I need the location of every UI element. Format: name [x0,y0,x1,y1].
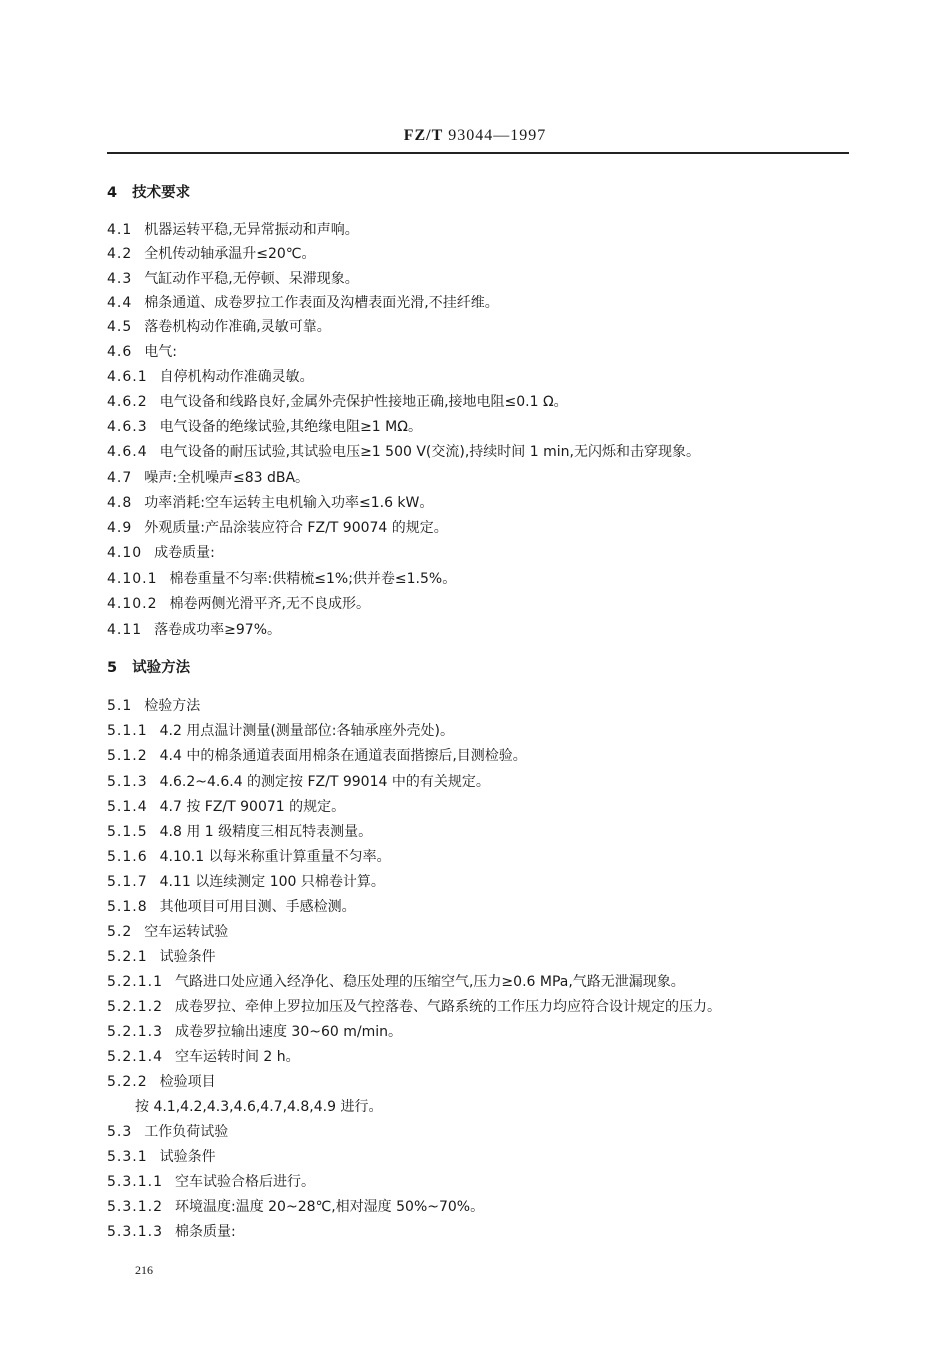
clause-number: 5.1.7 [107,874,148,890]
clause-text: 气路进口处应通入经净化、稳压处理的压缩空气,压力≥0.6 MPa,气路无泄漏现象。 [174,974,685,990]
clause-5-1-2 [107,747,527,765]
clause-text: 落卷成功率≥97%。 [154,622,282,638]
clause-text: 成卷罗拉、牵伸上罗拉加压及气控落卷、气路系统的工作压力均应符合设计规定的压力。 [174,999,721,1015]
section-number: 5 [107,660,119,676]
clause-text: 空车试验合格后进行。 [174,1174,315,1190]
clause-number: 5.3.1.3 [107,1224,163,1240]
clause-5-2-2-body [135,1098,382,1116]
clause-number: 5.1 [107,698,133,714]
clause-4-6-3 [107,418,422,436]
clause-4-11 [107,621,281,639]
clause-number: 4.2 [107,246,133,262]
clause-text: 4.7 按 FZ/T 90071 的规定。 [159,799,346,815]
clause-number: 5.3.1.1 [107,1174,163,1190]
clause-text: 电气: [144,344,177,360]
clause-text: 棉卷重量不匀率:供精梳≤1%;供并卷≤1.5%。 [169,571,457,587]
clause-4-10-1 [107,570,456,588]
clause-text: 检验项目 [159,1074,216,1090]
clause-text: 棉条质量: [174,1224,236,1240]
clause-number: 4.1 [107,222,133,238]
clause-number: 5.2.1.1 [107,974,163,990]
clause-4-8 [107,494,433,512]
clause-number: 4.4 [107,295,133,311]
clause-number: 5.3.1 [107,1149,148,1165]
clause-5-3-1-2 [107,1198,484,1216]
clause-text: 检验方法 [144,698,201,714]
clause-number: 5.2 [107,924,133,940]
section-title: 技术要求 [132,185,191,201]
clause-4-9 [107,519,448,537]
section-5-heading [107,659,190,677]
clause-5-1 [107,697,200,715]
clause-number: 5.3 [107,1124,133,1140]
clause-number: 5.2.1.3 [107,1024,163,1040]
clause-number: 4.10.2 [107,596,158,612]
clause-number: 4.6.1 [107,369,148,385]
clause-5-3-1 [107,1148,216,1166]
clause-5-1-5 [107,823,372,841]
clause-number: 4.6 [107,344,133,360]
clause-text: 4.11 以连续测定 100 只棉卷计算。 [159,874,385,890]
clause-5-2-1-1 [107,973,685,991]
clause-text: 全机传动轴承温升≤20℃。 [144,246,316,262]
section-title: 试验方法 [132,660,191,676]
clause-4-4 [107,294,499,312]
clause-text: 4.4 中的棉条通道表面用棉条在通道表面揩擦后,目测检验。 [159,748,527,764]
clause-5-1-4 [107,798,345,816]
clause-text: 外观质量:产品涂装应符合 FZ/T 90074 的规定。 [144,520,448,536]
clause-4-6-4 [107,443,700,461]
clause-number: 5.2.1 [107,949,148,965]
clause-text: 4.6.2~4.6.4 的测定按 FZ/T 99014 中的有关规定。 [159,774,490,790]
clause-5-2-1-2 [107,998,721,1016]
clause-number: 4.8 [107,495,133,511]
clause-text: 气缸动作平稳,无停顿、呆滞现象。 [144,271,359,287]
clause-text: 落卷机构动作准确,灵敏可靠。 [144,319,331,335]
clause-number: 4.11 [107,622,143,638]
clause-5-2-1-3 [107,1023,402,1041]
clause-4-2 [107,245,316,263]
clause-text: 4.10.1 以每米称重计算重量不匀率。 [159,849,391,865]
clause-text: 试验条件 [159,1149,216,1165]
clause-5-3 [107,1123,228,1141]
clause-number: 4.10 [107,545,143,561]
clause-number: 4.10.1 [107,571,158,587]
clause-5-2 [107,923,228,941]
clause-text: 成卷罗拉输出速度 30~60 m/min。 [174,1024,402,1040]
clause-number: 4.6.2 [107,394,148,410]
clause-number: 4.3 [107,271,133,287]
clause-text: 工作负荷试验 [144,1124,229,1140]
clause-text: 功率消耗:空车运转主电机输入功率≤1.6 kW。 [144,495,434,511]
clause-number: 5.2.1.2 [107,999,163,1015]
clause-number: 4.7 [107,470,133,486]
clause-4-7 [107,469,309,487]
clause-number: 5.1.1 [107,723,148,739]
clause-number: 4.6.3 [107,419,148,435]
clause-number: 5.2.2 [107,1074,148,1090]
section-4-heading [107,184,190,202]
clause-text: 试验条件 [159,949,216,965]
clause-4-10-2 [107,595,370,613]
clause-text: 环境温度:温度 20~28℃,相对湿度 50%~70%。 [174,1199,485,1215]
clause-4-3 [107,270,359,288]
standard-code: FZ/T [403,127,444,144]
clause-text: 棉卷两侧光滑平齐,无不良成形。 [169,596,370,612]
clause-number: 5.2.1.4 [107,1049,163,1065]
clause-text: 空车运转试验 [144,924,229,940]
clause-4-6-1 [107,368,314,386]
standard-number: 93044—1997 [448,127,547,144]
clause-5-2-2 [107,1073,216,1091]
clause-5-1-6 [107,848,391,866]
clause-4-6 [107,343,177,361]
clause-text: 4.8 用 1 级精度三相瓦特表测量。 [159,824,373,840]
clause-text: 其他项目可用目测、手感检测。 [159,899,356,915]
clause-5-2-1-4 [107,1048,300,1066]
page-number: 216 [135,1263,153,1277]
section-number: 4 [107,185,119,201]
clause-text: 电气设备和线路良好,金属外壳保护性接地正确,接地电阻≤0.1 Ω。 [159,394,568,410]
standard-title [0,127,950,145]
clause-5-3-1-1 [107,1173,315,1191]
clause-number: 5.1.5 [107,824,148,840]
clause-5-3-1-3 [107,1223,236,1241]
header-divider [107,152,849,154]
clause-5-1-3 [107,773,490,791]
clause-text: 噪声:全机噪声≤83 dBA。 [144,470,310,486]
clause-text: 电气设备的绝缘试验,其绝缘电阻≥1 MΩ。 [159,419,422,435]
clause-text: 棉条通道、成卷罗拉工作表面及沟槽表面光滑,不挂纤维。 [144,295,499,311]
clause-text: 电气设备的耐压试验,其试验电压≥1 500 V(交流),持续时间 1 min,无闪烁和击穿现象。 [159,444,700,460]
clause-number: 5.1.2 [107,748,148,764]
clause-number: 5.3.1.2 [107,1199,163,1215]
clause-text: 按 4.1,4.2,4.3,4.6,4.7,4.8,4.9 进行。 [135,1099,383,1115]
clause-5-1-7 [107,873,385,891]
clause-text: 自停机构动作准确灵敏。 [159,369,314,385]
clause-number: 5.1.8 [107,899,148,915]
clause-number: 5.1.3 [107,774,148,790]
clause-number: 4.6.4 [107,444,148,460]
clause-4-6-2 [107,393,568,411]
clause-text: 成卷质量: [154,545,215,561]
clause-5-1-1 [107,722,454,740]
clause-number: 5.1.4 [107,799,148,815]
clause-text: 机器运转平稳,无异常振动和声响。 [144,222,359,238]
clause-4-10 [107,544,215,562]
clause-5-2-1 [107,948,216,966]
clause-number: 5.1.6 [107,849,148,865]
clause-number: 4.9 [107,520,133,536]
clause-5-1-8 [107,898,356,916]
clause-text: 空车运转时间 2 h。 [174,1049,300,1065]
clause-text: 4.2 用点温计测量(测量部位:各轴承座外壳处)。 [159,723,454,739]
clause-4-5 [107,318,331,336]
clause-number: 4.5 [107,319,133,335]
clause-4-1 [107,221,359,239]
